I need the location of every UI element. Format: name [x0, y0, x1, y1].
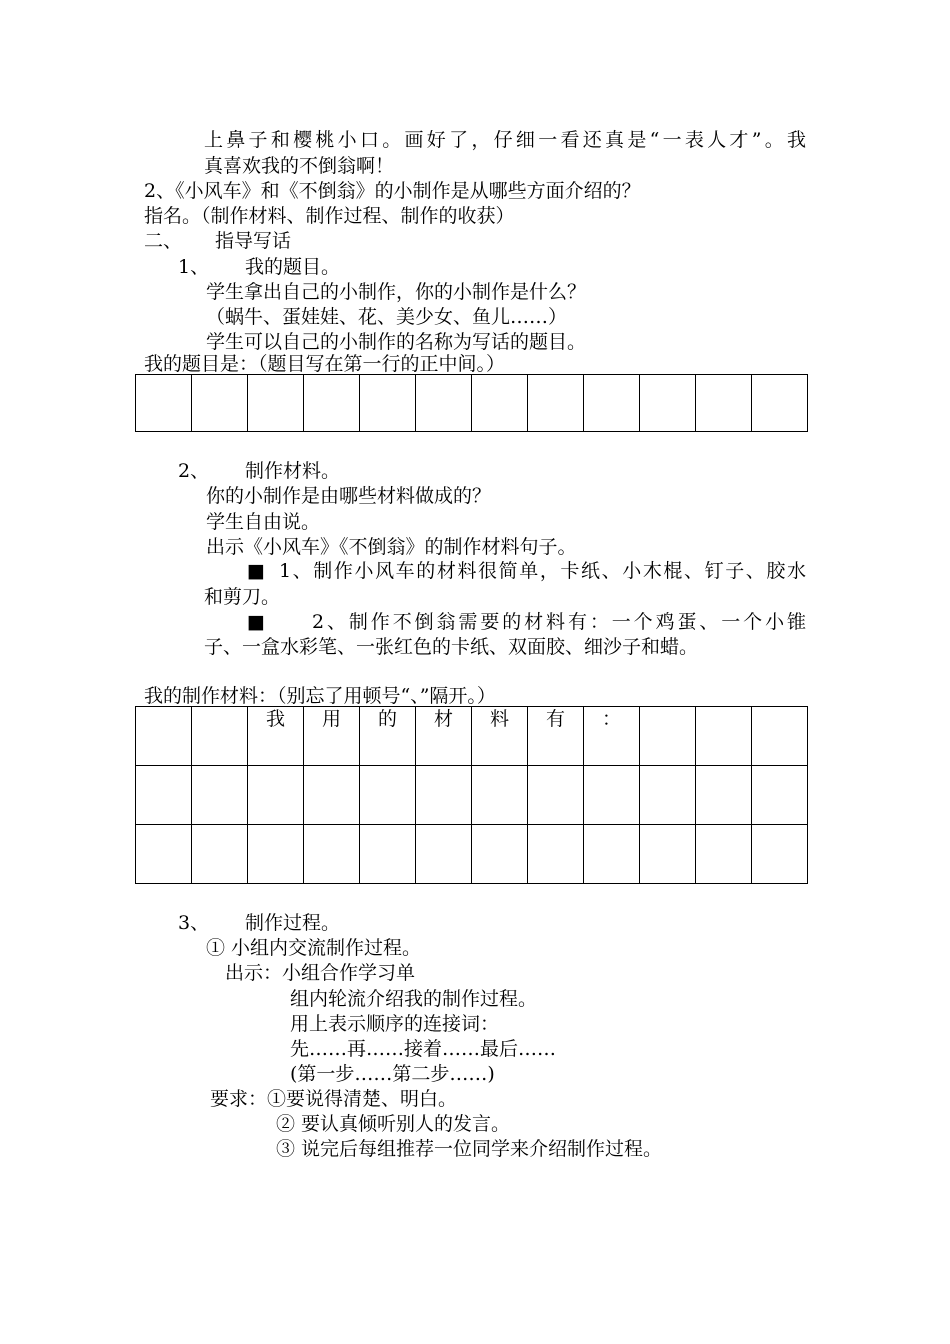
text-line: 指名。（制作材料、制作过程、制作的收获） — [144, 205, 515, 227]
item-number: 1、 — [178, 256, 210, 278]
text-line: 学生拿出自己的小制作，你的小制作是什么？ — [206, 281, 587, 303]
item-number: 3、 — [178, 912, 210, 934]
title-prompt: 我的题目是：（题目写在第一行的正中间。） — [144, 353, 506, 375]
grid-char: 有 — [528, 707, 584, 766]
bullet-square: ■ — [247, 611, 265, 633]
text-line: 1、制作小风车的材料很简单，卡纸、小木棍、钉子、胶水 — [279, 560, 806, 582]
text-line: 子、一盒水彩笔、一张红色的卡纸、双面胶、细沙子和蜡。 — [204, 636, 699, 658]
section-title: 指导写话 — [215, 230, 292, 252]
text-line: 2、制作不倒翁需要的材料有：一个鸡蛋、一个小锥 — [312, 611, 806, 633]
text-line: 上鼻子和樱桃小口。画好了，仔细一看还真是“一表人才”。我 — [204, 129, 806, 151]
text-line: 真喜欢我的不倒翁啊！ — [204, 155, 395, 177]
text-line: 和剪刀。 — [204, 586, 281, 608]
grid-char: 料 — [472, 707, 528, 766]
section-number: 二、 — [144, 230, 183, 252]
grid-char: 我 — [248, 707, 304, 766]
text-line: （蜗牛、蛋娃娃、花、美少女、鱼儿……） — [206, 306, 568, 328]
grid-char: ： — [584, 707, 640, 766]
text-line: 组内轮流介绍我的制作过程。 — [290, 988, 538, 1010]
item-number: 2、 — [178, 460, 210, 482]
text-line: 用上表示顺序的连接词： — [290, 1013, 500, 1035]
item-title: 我的题目。 — [245, 256, 341, 278]
item-title: 制作过程。 — [245, 912, 341, 934]
title-writing-grid — [135, 374, 808, 432]
bullet-square: ■ — [247, 560, 265, 582]
grid-char: 用 — [304, 707, 360, 766]
text-line: 出示：小组合作学习单 — [225, 962, 416, 984]
grid-char: 材 — [416, 707, 472, 766]
text-line: 学生自由说。 — [206, 511, 321, 533]
requirement-item: ③ 说完后每组推荐一位同学来介绍制作过程。 — [276, 1138, 663, 1160]
requirement-item: ② 要认真倾听别人的发言。 — [276, 1113, 511, 1135]
text-line: 出示《小风车》《不倒翁》的制作材料句子。 — [206, 536, 577, 558]
text-line: 你的小制作是由哪些材料做成的？ — [206, 485, 492, 507]
materials-prompt: 我的制作材料：（别忘了用顿号“、”隔开。） — [144, 685, 496, 707]
item-title: 制作材料。 — [245, 460, 341, 482]
grid-char: 的 — [360, 707, 416, 766]
materials-writing-grid — [135, 706, 808, 884]
text-line: 先……再……接着……最后…… — [290, 1038, 557, 1060]
text-line: 学生可以自己的小制作的名称为写话的题目。 — [206, 331, 587, 353]
question-2: 2、《小风车》和《不倒翁》的小制作是从哪些方面介绍的？ — [144, 180, 641, 202]
text-line: (第一步……第二步……) — [290, 1063, 495, 1085]
requirements: 要求：①要说得清楚、明白。 — [210, 1088, 458, 1110]
text-line: ① 小组内交流制作过程。 — [206, 937, 422, 959]
